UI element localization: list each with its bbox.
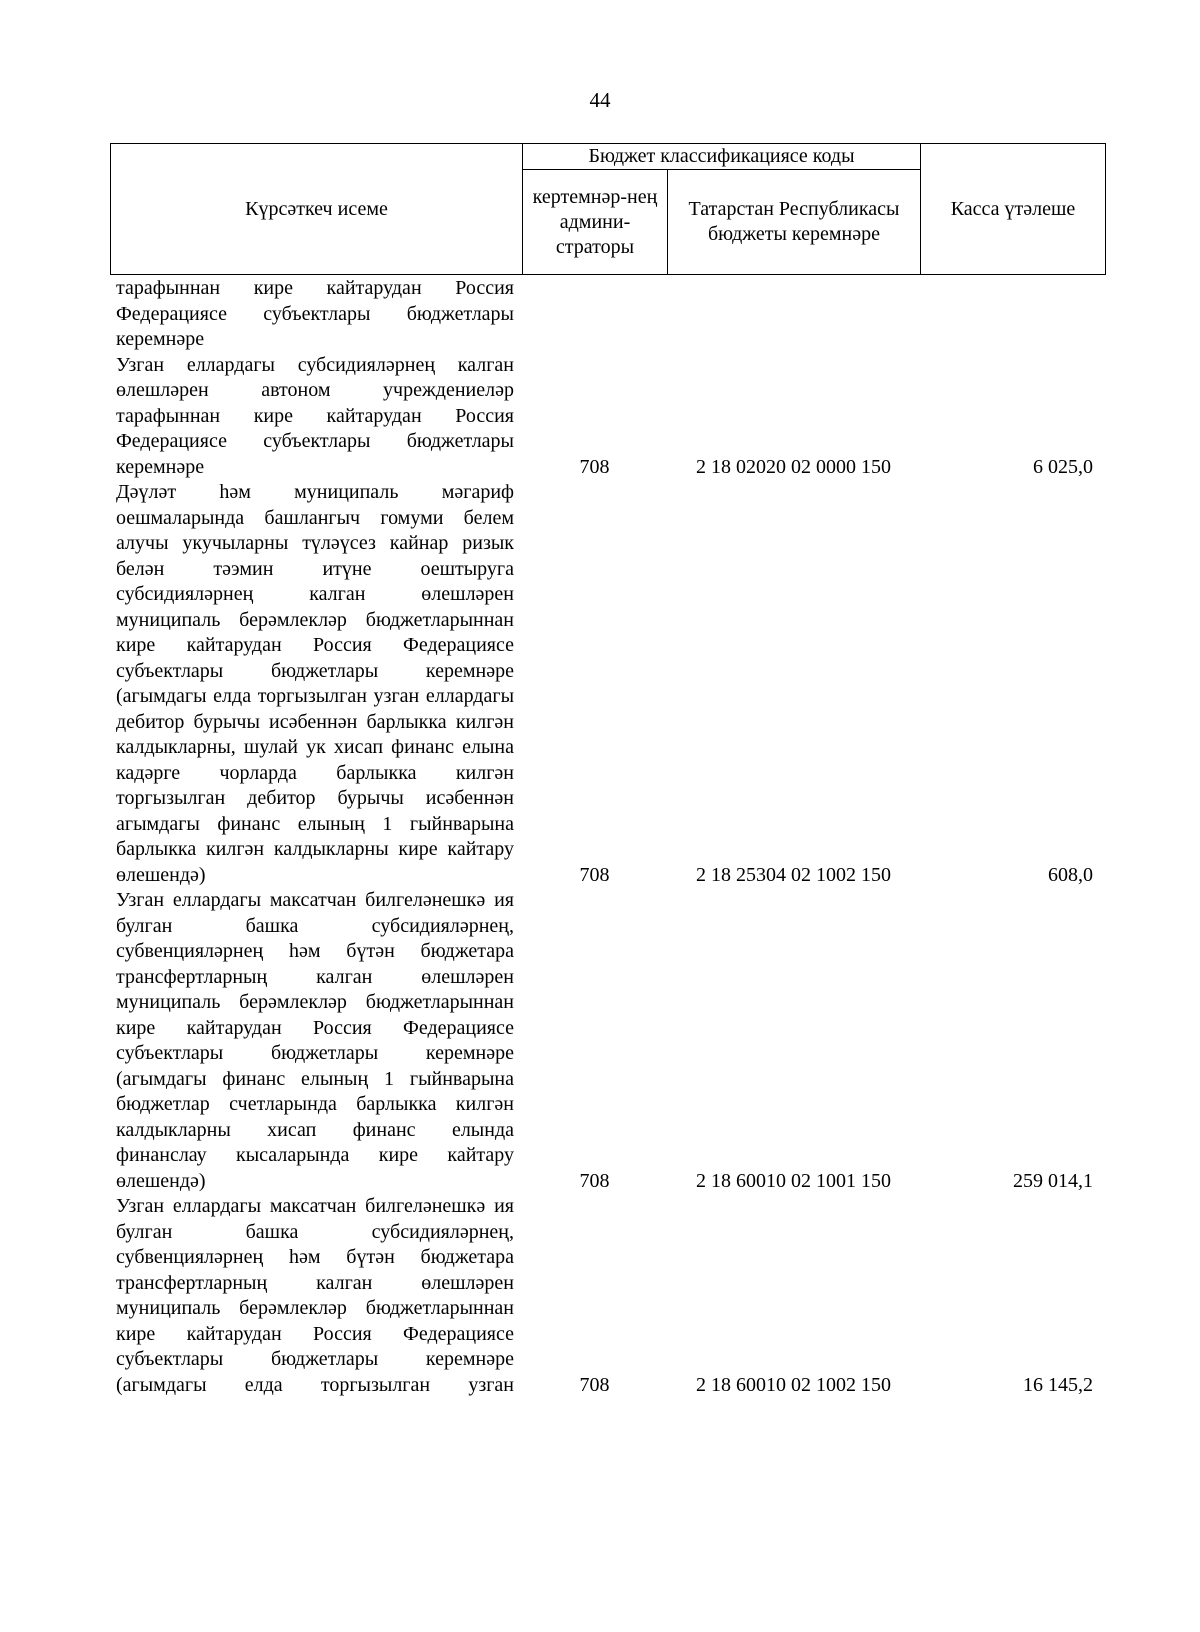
- row-code: 2 18 60010 02 1002 150: [696, 1373, 891, 1396]
- row-amount: [920, 276, 1105, 353]
- row-name: тарафыннан кире кайтарудан Россия Федерациясе субъектлары бюджетлары керемнәре: [116, 277, 514, 350]
- header-cash-execution: Касса үтәлеше: [921, 144, 1106, 275]
- header-revenue-administrators: кертемнәр-нең админи-страторы: [523, 170, 668, 275]
- row-amount: 6 025,0: [1033, 455, 1093, 478]
- header-indicator-name: Күрсәткеч исеме: [111, 144, 523, 275]
- table-row: [110, 1194, 1105, 1398]
- row-code: 2 18 25304 02 1002 150: [696, 863, 891, 886]
- row-name: Узган еллардагы максатчан билгеләнешкә ия булган башка субсидияләрнең, субвенцияләрнең һәм бүтән бюджетара трансфертларның калган өлешләрен муниципаль берәмлекләр бюджетларыннан кире кайтарудан Россия Федерациясе субъектлары бюджетлары керемнәре (агымдагы финанс елының 1 гыйнварына бюджетлар счетларында барлыкка килгән калдыкларны хисап финанс елында финанслау кысаларында кире кайтару өлешендә): [116, 889, 514, 1192]
- table-header: [110, 143, 1106, 275]
- table-body: [110, 276, 1105, 1398]
- row-admin: 708: [579, 863, 610, 886]
- table-row: [110, 276, 1105, 353]
- page-number: 44: [589, 88, 611, 112]
- header-tatarstan-budget-revenue: Татарстан Республикасы бюджеты керемнәре: [668, 170, 921, 275]
- row-name: Дәүләт һәм муниципаль мәгариф оешмаларында башлангыч гомуми белем алучы укучыларны түләүсез кайнар ризык белән тәэмин итүне оештыруга субсидияләрнең калган өлешләрен муниципаль берәмлекләр бюджетларыннан кире кайтарудан Россия Федерациясе субъектлары бюджетлары керемнәре (агымдагы елда торгызылган узган еллардагы дебитор бурычы исәбеннән барлыкка килгән калдыкларны, шулай ук хисап финанс елына кадәрге чорларда барлыкка килгән торгызылган дебитор бурычы исәбеннән агымдагы финанс елының 1 гыйнварына барлыкка килгән калдыкларны кире кайтару өлешендә): [116, 481, 514, 886]
- row-admin: [522, 276, 667, 353]
- row-code: 2 18 02020 02 0000 150: [696, 455, 891, 478]
- table-row: [110, 888, 1105, 1194]
- row-admin: 708: [579, 1373, 610, 1396]
- row-code: [667, 276, 920, 353]
- row-admin: 708: [579, 455, 610, 478]
- table-row: [110, 353, 1105, 481]
- header-budget-code-group: Бюджет классификациясе коды: [523, 144, 921, 170]
- row-amount: 259 014,1: [1013, 1169, 1093, 1192]
- row-code: 2 18 60010 02 1001 150: [696, 1169, 891, 1192]
- row-admin: 708: [579, 1169, 610, 1192]
- row-name: Узган еллардагы максатчан билгеләнешкә ия булган башка субсидияләрнең, субвенцияләрнең һәм бүтән бюджетара трансфертларның калган өлешләрен муниципаль берәмлекләр бюджетларыннан кире кайтарудан Россия Федерациясе субъектлары бюджетлары керемнәре (агымдагы елда торгызылган узган: [116, 1195, 514, 1396]
- row-amount: 16 145,2: [1023, 1373, 1093, 1396]
- row-amount: 608,0: [1048, 863, 1093, 886]
- row-name: Узган еллардагы субсидияләрнең калган өлешләрен автоном учреждениеләр тарафыннан кире кайтарудан Россия Федерациясе субъектлары бюджетлары керемнәре: [116, 353, 514, 478]
- table-row: [110, 480, 1105, 888]
